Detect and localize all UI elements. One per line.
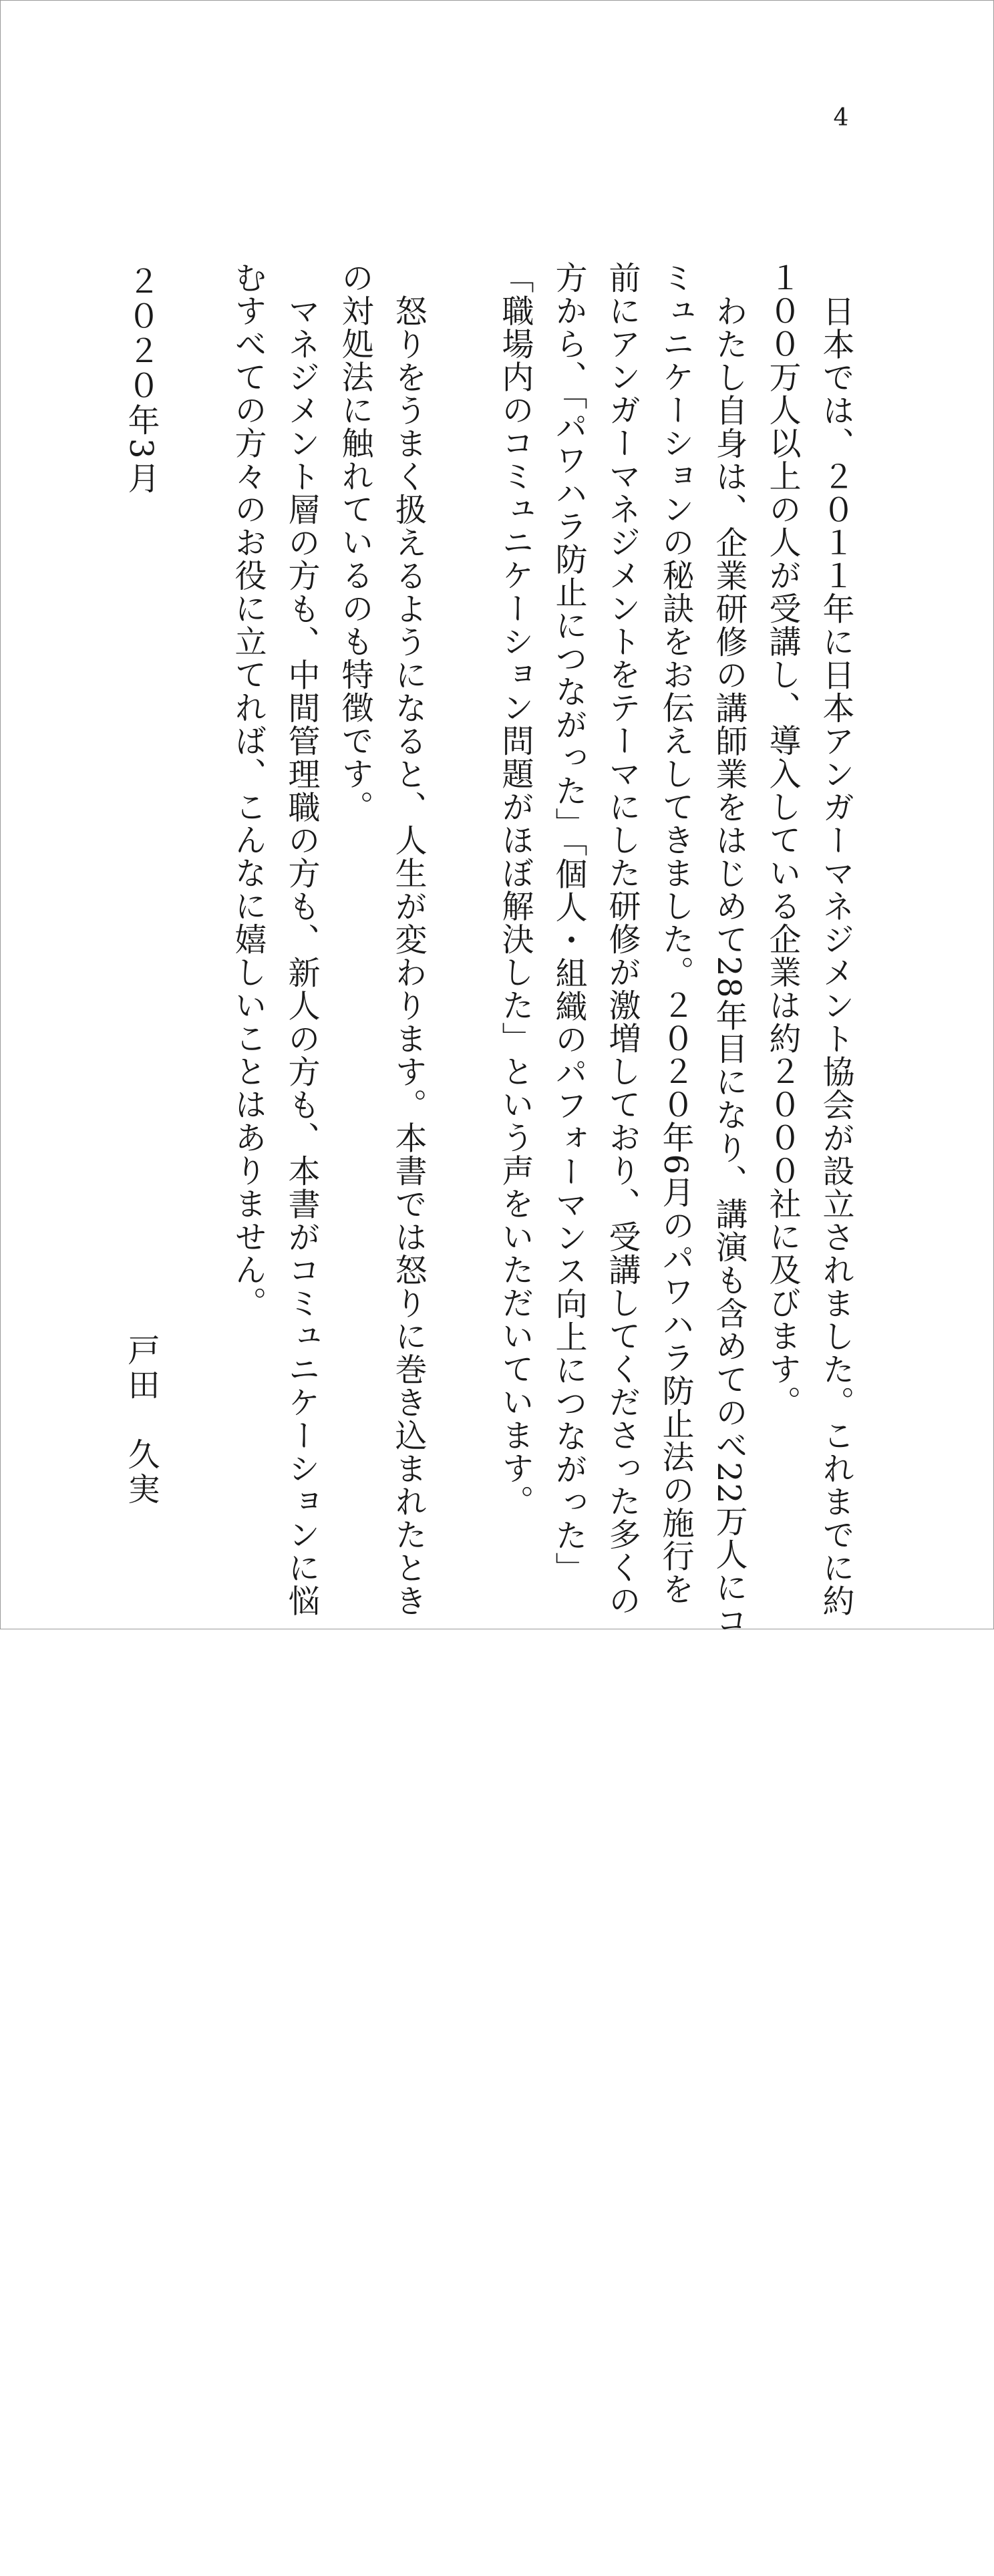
- text-line-9: の対処法に触れているのも特徴です。: [336, 261, 373, 824]
- text-line-3: わたし自身は、企業研修の講師業をはじめて28年目になり、講演も含めてのべ22万人にコ: [710, 295, 748, 1637]
- text-line-2: １００万人以上の人が受講し、導入している企業は約２０００社に及びます。: [764, 261, 801, 1419]
- text-line-1: 日本では、２０１１年に日本アンガーマネジメント協会が設立されました。これまでに約: [817, 295, 854, 1617]
- text-line-5: 前にアンガーマネジメントをテーマにした研修が激増しており、受講してくださった多くの: [603, 261, 641, 1617]
- text-line-10: マネジメント層の方も、中間管理職の方も、新人の方も、本書がコミュニケーションに悩: [283, 295, 320, 1617]
- text-line-7: 「職場内のコミュニケーション問題がほぼ解決した」という声をいただいています。: [496, 261, 534, 1518]
- text-line-6: 方から、「パワハラ防止につながった」「個人・組織のパフォーマンス向上につながった」: [550, 261, 587, 1585]
- text-line-8: 怒りをうまく扱えるようになると、人生が変わります。本書では怒りに巻き込まれたとき: [389, 295, 427, 1617]
- text-line-4: ミュニケーションの秘訣をお伝えしてきました。２０２０年6月のパワハラ防止法の施行を: [657, 261, 694, 1606]
- text-line-11: むすべての方々のお役に立てれば、こんなに嬉しいことはありません。: [229, 261, 267, 1319]
- author-signature: 戸田 久実: [122, 1333, 160, 1507]
- page-number: 4: [833, 104, 849, 132]
- closing-date: ２０２０年3月: [122, 265, 160, 496]
